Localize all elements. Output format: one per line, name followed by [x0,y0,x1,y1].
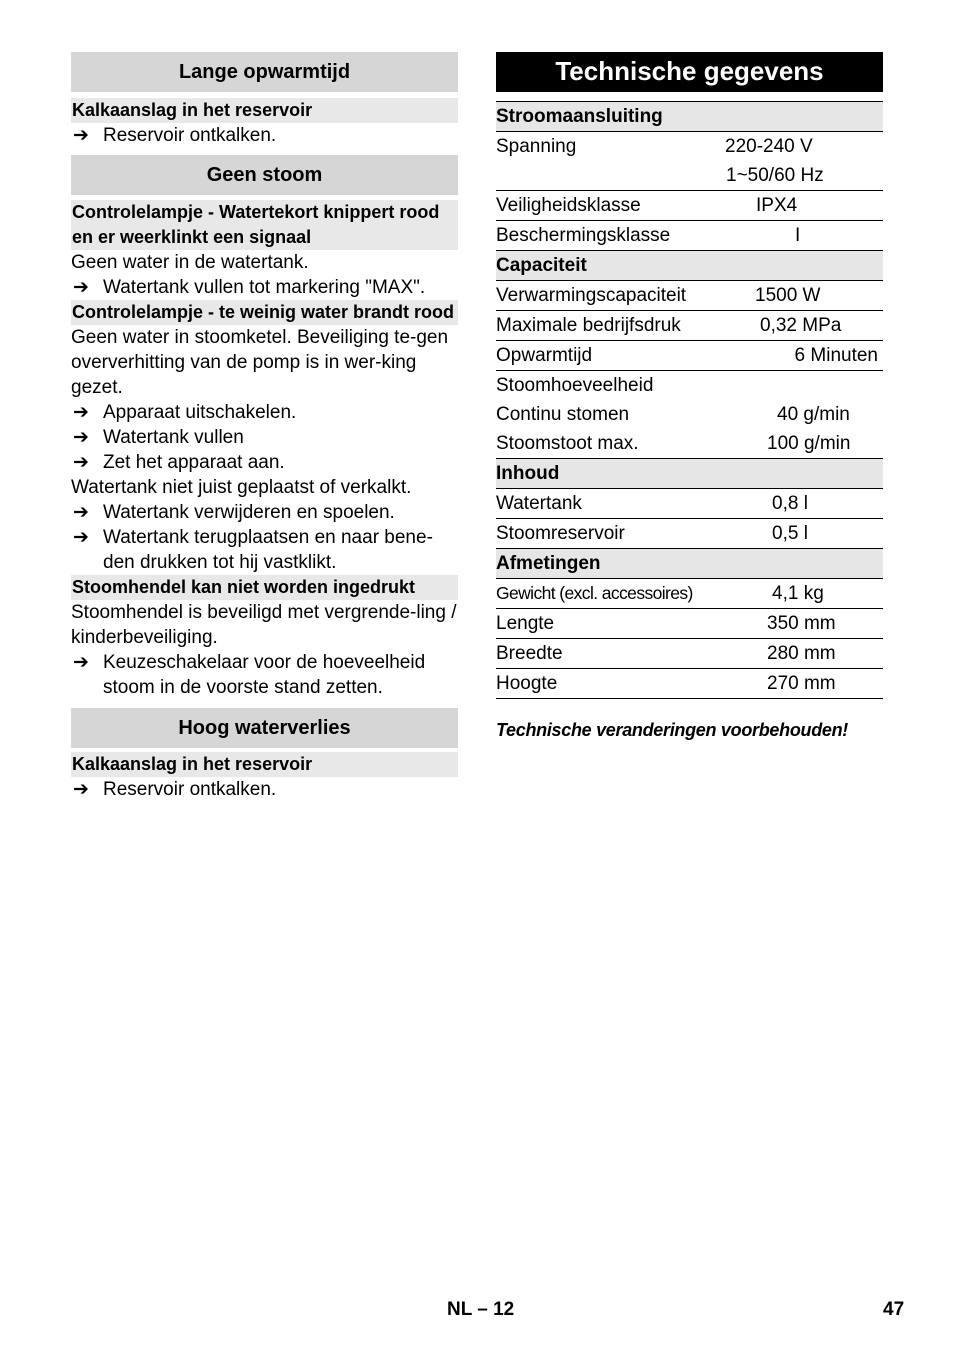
list-item-text: Zet het apparaat aan. [103,452,285,473]
row-label: Watertank [496,493,582,514]
row-value: 100 g/min [767,433,851,454]
list-item [71,275,458,300]
arrow-right-icon: ➔ [73,402,89,423]
subheading-watertekort: Controlelampje - Watertekort knippert rood en er weerklinkt een signaal [71,200,458,250]
section-heading-lange-opwarmtijd: Lange opwarmtijd [71,52,458,92]
table-group-header [496,549,883,579]
list-item-text: Watertank vullen tot markering "MAX". [103,277,426,298]
list-item [71,650,458,700]
row-value: 4,1 kg [772,583,824,604]
section-page-label: NL – 12 [447,1299,515,1320]
row-label: Verwarmingscapaciteit [496,285,687,306]
table-row [496,371,883,400]
list-item [71,525,458,575]
row-label: Stoomhoeveelheid [496,375,654,396]
arrow-right-icon: ➔ [73,125,89,146]
table-row [496,609,883,639]
subheading-te-weinig-water: Controlelampje - te weinig water brandt rood [71,300,458,325]
paragraph: Stoomhendel is beveiligd met vergrende-ling / kinderbeveiliging. [71,602,457,648]
row-value: 0,5 l [772,523,808,544]
row-value: I [795,225,801,246]
arrow-right-icon: ➔ [73,277,89,298]
spec-table [496,101,883,699]
arrow-right-icon: ➔ [73,779,89,800]
row-label: Opwarmtijd [496,345,593,366]
paragraph: Geen water in stoomketel. Beveiliging te-gen oververhitting van de pomp is in wer-king gezet. [71,327,449,398]
row-label: Gewicht (excl. accessoires) [496,583,693,603]
table-row [496,161,883,191]
list-item [71,450,458,475]
row-label: Lengte [496,613,555,634]
row-value: 40 g/min [777,404,850,425]
troubleshooting-column [71,52,458,802]
arrow-right-icon: ➔ [73,452,89,473]
table-group-header [496,102,883,132]
page-number: 47 [883,1299,905,1320]
list-item [71,425,458,450]
row-value: 280 mm [767,643,836,664]
row-label: Beschermingsklasse [496,225,671,246]
list-item-text: Reservoir ontkalken. [103,779,277,800]
table-row [496,579,883,609]
list-item-text: Watertank vullen [103,427,244,448]
row-label: Maximale bedrijfsdruk [496,315,681,336]
table-row [496,221,883,251]
group-label: Stroomaansluiting [496,106,663,127]
table-row [496,132,883,161]
list-item-text: Reservoir ontkalken. [103,125,277,146]
paragraph: Watertank niet juist geplaatst of verkalkt. [71,477,412,498]
paragraph: Geen water in de watertank. [71,252,309,273]
row-value: 1500 W [755,285,821,306]
list-item-text: Apparaat uitschakelen. [103,402,297,423]
list-item-text: Watertank terugplaatsen en naar bene-den drukken tot hij vastklikt. [103,527,433,573]
row-label: Stoomstoot max. [496,433,639,454]
row-value: 350 mm [767,613,836,634]
subheading-kalkaanslag: Kalkaanslag in het reservoir [71,752,458,777]
row-value: 6 Minuten [794,345,878,366]
arrow-right-icon: ➔ [73,652,89,673]
table-row [496,341,883,371]
row-label: Hoogte [496,673,558,694]
row-value: 270 mm [767,673,836,694]
group-label: Afmetingen [496,553,601,574]
list-item-text: Keuzeschakelaar voor de hoeveelheid stoom in de voorste stand zetten. [103,652,426,698]
row-value: 0,32 MPa [760,315,842,336]
disclaimer-note: Technische veranderingen voorbehouden! [496,720,849,740]
row-label: Breedte [496,643,563,664]
table-row [496,191,883,221]
list-item [71,500,458,525]
table-group-header [496,251,883,281]
table-row [496,281,883,311]
table-row [496,489,883,519]
technical-data-column [496,52,883,741]
table-row [496,311,883,341]
row-value: 0,8 l [772,493,808,514]
list-item [71,777,458,802]
group-label: Capaciteit [496,255,587,276]
arrow-right-icon: ➔ [73,427,89,448]
table-row [496,429,883,459]
subheading-stoomhendel: Stoomhendel kan niet worden ingedrukt [71,575,458,600]
list-item [71,123,458,148]
section-heading-geen-stoom: Geen stoom [71,155,458,195]
row-value: 220-240 V [725,136,813,157]
arrow-right-icon: ➔ [73,502,89,523]
table-group-header [496,459,883,489]
row-label: Continu stomen [496,404,630,425]
subheading-kalkaanslag: Kalkaanslag in het reservoir [71,98,458,123]
row-label: Veiligheidsklasse [496,195,641,216]
row-value: 1~50/60 Hz [726,165,824,186]
table-row [496,669,883,699]
table-row [496,519,883,549]
page-title: Technische gegevens [496,52,883,92]
row-label: Spanning [496,136,577,157]
list-item-text: Watertank verwijderen en spoelen. [103,502,395,523]
table-row [496,400,883,429]
list-item [71,400,458,425]
row-value: IPX4 [756,195,798,216]
section-heading-hoog-waterverlies: Hoog waterverlies [71,708,458,748]
row-label: Stoomreservoir [496,523,625,544]
arrow-right-icon: ➔ [73,527,89,548]
group-label: Inhoud [496,463,560,484]
table-row [496,639,883,669]
